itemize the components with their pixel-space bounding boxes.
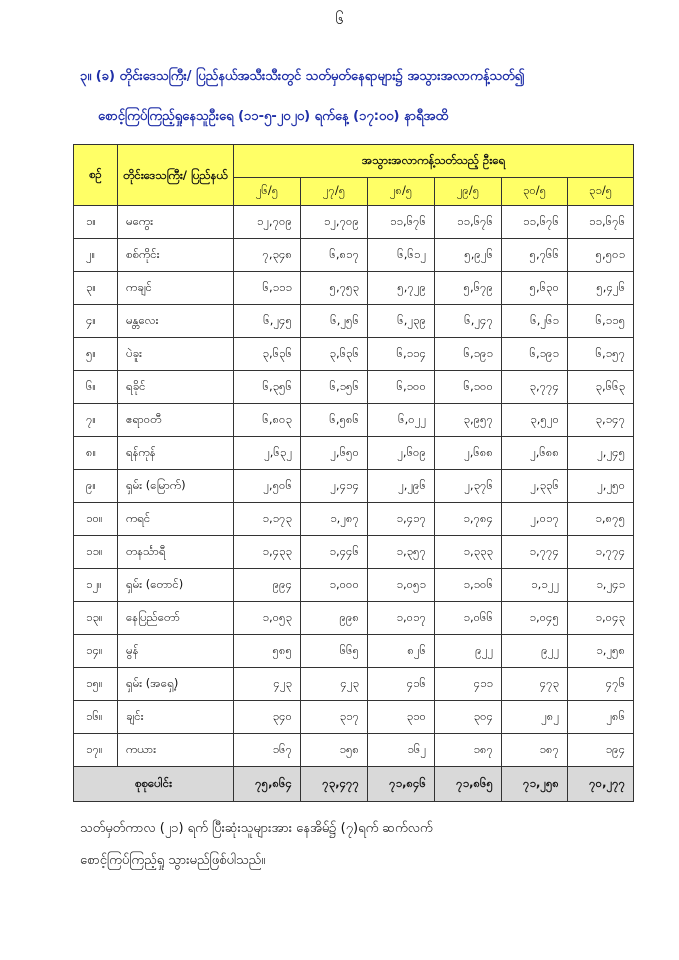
table-title-line-1: ၃။ (ခ) တိုင်းဒေသကြီး/ ပြည်နယ်အသီးသီးတွင် သတ်မှတ်နေရာများ၌ အသွားအလာကန့်သတ်၍ xyxy=(80,69,525,84)
count-cell: ၆,၁၅၆ xyxy=(301,371,368,404)
count-cell: ၆,၃၅၆ xyxy=(234,371,301,404)
count-cell: ၁၁,၆၇၆ xyxy=(568,206,634,239)
table-row xyxy=(74,206,634,239)
row-index: ၈။ xyxy=(74,437,118,470)
total-cell: ၇၁,၈၄၆ xyxy=(368,767,435,802)
total-cell: ၇၅,၈၆၄ xyxy=(234,767,301,802)
row-index: ၁၆။ xyxy=(74,701,118,734)
row-index: ၂။ xyxy=(74,239,118,272)
count-cell: ၄၇၆ xyxy=(568,668,634,701)
count-cell: ၉၉၈ xyxy=(301,602,368,635)
quarantine-table xyxy=(73,144,634,802)
count-cell: ၁၈၇ xyxy=(502,734,568,767)
table-row xyxy=(74,437,634,470)
region-name: မန္တလေး xyxy=(118,305,234,338)
table-row xyxy=(74,536,634,569)
count-cell: ၆,၆၁၂ xyxy=(368,239,435,272)
date-header: ၃၁/၅ xyxy=(568,178,634,206)
page-number: ၆ xyxy=(335,10,344,28)
count-cell: ၂,၃၇၆ xyxy=(435,470,502,503)
count-cell: ၂၈၂ xyxy=(502,701,568,734)
count-cell: ၃၁၇ xyxy=(301,701,368,734)
table-row xyxy=(74,404,634,437)
column-header-region: တိုင်းဒေသကြီး/ ပြည်နယ် xyxy=(118,145,234,206)
count-cell: ၅,၇၆၆ xyxy=(502,239,568,272)
region-name: ကချင် xyxy=(118,272,234,305)
row-index: ၉။ xyxy=(74,470,118,503)
count-cell: ၆၆၅ xyxy=(301,635,368,668)
count-cell: ၁,၂၅၈ xyxy=(568,635,634,668)
region-name: ရှမ်း (အရှေ့) xyxy=(118,668,234,701)
count-cell: ၁,၀၅၃ xyxy=(234,602,301,635)
count-cell: ၄၂၃ xyxy=(301,668,368,701)
region-name: ကယား xyxy=(118,734,234,767)
count-cell: ၁,၁၂၂ xyxy=(502,569,568,602)
column-group-header: အသွားအလာကန့်သတ်သည့် ဦးရေ xyxy=(234,145,634,178)
region-name: နေပြည်တော် xyxy=(118,602,234,635)
count-cell: ၁,၄၄၆ xyxy=(301,536,368,569)
count-cell: ၂,၆၈၈ xyxy=(502,437,568,470)
count-cell: ၁,၃၅၇ xyxy=(368,536,435,569)
count-cell: ၁၆၇ xyxy=(234,734,301,767)
region-name: ချင်း xyxy=(118,701,234,734)
row-index: ၄။ xyxy=(74,305,118,338)
count-cell: ၁,၂၄၁ xyxy=(568,569,634,602)
date-header: ၃၀/၅ xyxy=(502,178,568,206)
count-cell: ၈၂၆ xyxy=(368,635,435,668)
count-cell: ၁,၄၁၇ xyxy=(368,503,435,536)
date-header: ၂၆/၅ xyxy=(234,178,301,206)
row-index: ၁၅။ xyxy=(74,668,118,701)
row-index: ၁၇။ xyxy=(74,734,118,767)
count-cell: ၆,၂၄၇ xyxy=(435,305,502,338)
row-index: ၁၃။ xyxy=(74,602,118,635)
count-cell: ၁၁,၆၇၆ xyxy=(502,206,568,239)
region-name: မကွေး xyxy=(118,206,234,239)
count-cell: ၃၄၀ xyxy=(234,701,301,734)
count-cell: ၂,၅၀၆ xyxy=(234,470,301,503)
region-name: စစ်ကိုင်း xyxy=(118,239,234,272)
count-cell: ၄၂၃ xyxy=(234,668,301,701)
count-cell: ၃,၁၄၇ xyxy=(568,404,634,437)
table-row xyxy=(74,602,634,635)
count-cell: ၂,၀၁၇ xyxy=(502,503,568,536)
row-index: ၁။ xyxy=(74,206,118,239)
row-index: ၁၀။ xyxy=(74,503,118,536)
count-cell: ၆,၁၀၀ xyxy=(435,371,502,404)
count-cell: ၁,၀၁၇ xyxy=(368,602,435,635)
region-name: မွန် xyxy=(118,635,234,668)
count-cell: ၆,၁၉၁ xyxy=(502,338,568,371)
count-cell: ၆,၀၂၂ xyxy=(368,404,435,437)
total-cell: ၇၁,၈၆၅ xyxy=(435,767,502,802)
footnote-line-2: စောင့်ကြပ်ကြည့်ရှု သွားမည်ဖြစ်ပါသည်။ xyxy=(80,853,266,868)
count-cell: ၁,၀၄၃ xyxy=(568,602,634,635)
count-cell: ၆,၈၁၇ xyxy=(301,239,368,272)
count-cell: ၆,၂၄၅ xyxy=(234,305,301,338)
total-cell: ၇၀,၂၇၇ xyxy=(568,767,634,802)
count-cell: ၁,၇၈၄ xyxy=(435,503,502,536)
count-cell: ၁,၇၇၄ xyxy=(502,536,568,569)
count-cell: ၁၈၇ xyxy=(435,734,502,767)
total-cell: ၇၁,၂၅၈ xyxy=(502,767,568,802)
row-index: ၆။ xyxy=(74,371,118,404)
table-row xyxy=(74,635,634,668)
date-header: ၂၉/၅ xyxy=(435,178,502,206)
table-row xyxy=(74,470,634,503)
row-index: ၇။ xyxy=(74,404,118,437)
count-cell: ၂,၂၅၀ xyxy=(568,470,634,503)
count-cell: ၅,၄၂၆ xyxy=(568,272,634,305)
table-row xyxy=(74,272,634,305)
count-cell: ၄၁၁ xyxy=(435,668,502,701)
count-cell: ၄၇၃ xyxy=(502,668,568,701)
count-cell: ၆,၁၅၇ xyxy=(568,338,634,371)
count-cell: ၆,၂၆၁ xyxy=(502,305,568,338)
table-title-line-2: စောင့်ကြပ်ကြည့်ရှုနေသူဦးရေ (၁၁-၅-၂၀၂၀) ရက်နေ့ (၁၇:၀၀) နာရီအထိ xyxy=(98,109,449,124)
column-header-index: စဉ် xyxy=(74,145,118,206)
count-cell: ၂,၆၃၂ xyxy=(234,437,301,470)
region-name: တနင်္သာရီ xyxy=(118,536,234,569)
count-cell: ၁,၈၇၅ xyxy=(568,503,634,536)
table-row xyxy=(74,668,634,701)
count-cell: ၂,၆၀၉ xyxy=(368,437,435,470)
count-cell: ၅,၆၃၀ xyxy=(502,272,568,305)
row-index: ၃။ xyxy=(74,272,118,305)
row-index: ၁၂။ xyxy=(74,569,118,602)
count-cell: ၁,၇၇၄ xyxy=(568,536,634,569)
count-cell: ၁၁,၆၇၆ xyxy=(435,206,502,239)
table-row xyxy=(74,734,634,767)
count-cell: ၂,၆၅၀ xyxy=(301,437,368,470)
count-cell: ၉၉၄ xyxy=(234,569,301,602)
count-cell: ၆,၈၀၃ xyxy=(234,404,301,437)
count-cell: ၇,၃၄၈ xyxy=(234,239,301,272)
table-row xyxy=(74,569,634,602)
table-row xyxy=(74,503,634,536)
count-cell: ၂,၂၄၅ xyxy=(568,437,634,470)
count-cell: ၃,၆၃၆ xyxy=(234,338,301,371)
count-cell: ၁,၄၃၃ xyxy=(234,536,301,569)
row-index: ၅။ xyxy=(74,338,118,371)
count-cell: ၂,၄၁၄ xyxy=(301,470,368,503)
count-cell: ၆,၅၈၆ xyxy=(301,404,368,437)
count-cell: ၃,၅၂၀ xyxy=(502,404,568,437)
region-name: ဧရာဝတီ xyxy=(118,404,234,437)
count-cell: ၂,၆၈၈ xyxy=(435,437,502,470)
row-index: ၁၄။ xyxy=(74,635,118,668)
count-cell: ၉၂၂ xyxy=(502,635,568,668)
total-row xyxy=(74,767,634,802)
region-name: ပဲခူး xyxy=(118,338,234,371)
count-cell: ၁,၂၈၇ xyxy=(301,503,368,536)
count-cell: ၅,၇၂၉ xyxy=(368,272,435,305)
count-cell: ၅,၅၀၁ xyxy=(568,239,634,272)
count-cell: ၃၁၀ xyxy=(368,701,435,734)
count-cell: ၆,၁၉၁ xyxy=(435,338,502,371)
row-index: ၁၁။ xyxy=(74,536,118,569)
region-name: ကရင် xyxy=(118,503,234,536)
count-cell: ၂,၃၃၆ xyxy=(502,470,568,503)
count-cell: ၃၀၄ xyxy=(435,701,502,734)
count-cell: ၁,၀၅၁ xyxy=(368,569,435,602)
total-cell: ၇၃,၄၇၇ xyxy=(301,767,368,802)
count-cell: ၁၂,၇၀၉ xyxy=(234,206,301,239)
count-cell: ၁,၃၃၃ xyxy=(435,536,502,569)
count-cell: ၁၂,၇၀၉ xyxy=(301,206,368,239)
count-cell: ၁၉၄ xyxy=(568,734,634,767)
table-row xyxy=(74,701,634,734)
date-header: ၂၇/၅ xyxy=(301,178,368,206)
table-row xyxy=(74,239,634,272)
count-cell: ၅,၉၂၆ xyxy=(435,239,502,272)
count-cell: ၆,၁၀၀ xyxy=(368,371,435,404)
region-name: ရှမ်း (တောင်) xyxy=(118,569,234,602)
count-cell: ၁,၀၆၆ xyxy=(435,602,502,635)
count-cell: ၆,၁၁၅ xyxy=(568,305,634,338)
count-cell: ၆,၂၅၆ xyxy=(301,305,368,338)
count-cell: ၁၆၂ xyxy=(368,734,435,767)
region-name: ရှမ်း (မြောက်) xyxy=(118,470,234,503)
count-cell: ၂၈၆ xyxy=(568,701,634,734)
table-row xyxy=(74,371,634,404)
table-row xyxy=(74,305,634,338)
count-cell: ၃,၆၆၃ xyxy=(568,371,634,404)
count-cell: ၁၁,၆၇၆ xyxy=(368,206,435,239)
count-cell: ၉၂၂ xyxy=(435,635,502,668)
count-cell: ၅,၇၅၃ xyxy=(301,272,368,305)
total-label: စုစုပေါင်း xyxy=(74,767,234,802)
count-cell: ၃,၉၅၇ xyxy=(435,404,502,437)
region-name: ရခိုင် xyxy=(118,371,234,404)
count-cell: ၁,၀၀၀ xyxy=(301,569,368,602)
count-cell: ၁,၁၀၆ xyxy=(435,569,502,602)
region-name: ရန်ကုန် xyxy=(118,437,234,470)
count-cell: ၂,၂၉၆ xyxy=(368,470,435,503)
count-cell: ၆,၂၃၉ xyxy=(368,305,435,338)
count-cell: ၁,၁၇၃ xyxy=(234,503,301,536)
count-cell: ၄၁၆ xyxy=(368,668,435,701)
count-cell: ၃,၆၃၆ xyxy=(301,338,368,371)
count-cell: ၆,၁၁၄ xyxy=(368,338,435,371)
count-cell: ၅,၆၇၉ xyxy=(435,272,502,305)
count-cell: ၆,၁၁၁ xyxy=(234,272,301,305)
count-cell: ၅၈၅ xyxy=(234,635,301,668)
count-cell: ၃,၇၇၄ xyxy=(502,371,568,404)
count-cell: ၁,၀၄၅ xyxy=(502,602,568,635)
footnote-line-1: သတ်မှတ်ကာလ (၂၁) ရက် ပြီးဆုံးသူများအား နေအိမ်၌ (၇)ရက် ဆက်လက် xyxy=(80,821,433,836)
count-cell: ၁၅၈ xyxy=(301,734,368,767)
date-header: ၂၈/၅ xyxy=(368,178,435,206)
table-row xyxy=(74,338,634,371)
